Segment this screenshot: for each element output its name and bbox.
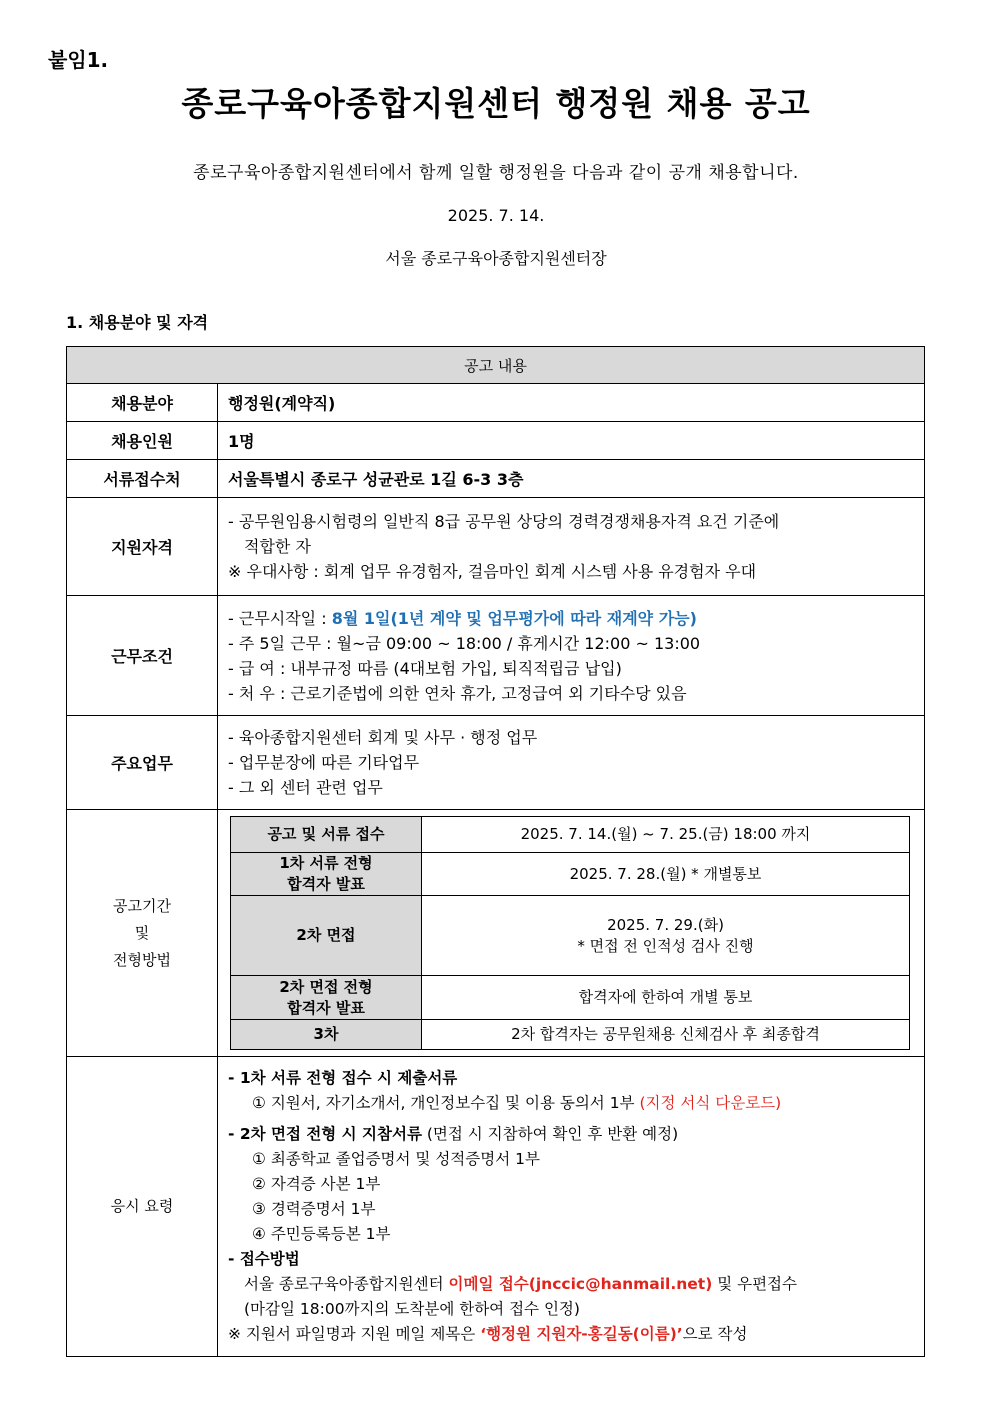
schedule-detail: 2025. 7. 28.(월) * 개별통보 [422, 853, 910, 896]
schedule-stage-line: 합격자 발표 [287, 875, 365, 893]
schedule-row [231, 817, 910, 853]
hours-line: - 주 5일 근무 : 월~금 09:00 ~ 18:00 / 휴게시간 12:00 ~ 13:00 [228, 633, 701, 653]
address-label: 서류접수처 [67, 460, 218, 498]
method-line [228, 1272, 914, 1297]
schedule-detail: 2025. 7. 14.(월) ~ 7. 25.(금) 18:00 까지 [422, 817, 910, 853]
recruitment-table [66, 346, 925, 1357]
schedule-row [231, 896, 910, 976]
table-row [67, 716, 925, 810]
email-link[interactable]: 이메일 접수(jnccic@hanmail.net) [448, 1275, 713, 1293]
doc2-title-line [228, 1122, 914, 1147]
download-link[interactable]: (지정 서식 다운로드) [639, 1094, 782, 1112]
duty-item: - 그 외 센터 관련 업무 [228, 778, 383, 797]
field-value: 행정원(계약직) [218, 384, 925, 422]
schedule-stage-line: 2차 면접 전형 [279, 977, 373, 996]
qualification-label: 지원자격 [67, 498, 218, 596]
schedule-detail-line: 2025. 7. 29.(화) [607, 915, 724, 934]
doc2-title: - 2차 면접 전형 시 지참서류 [228, 1125, 422, 1143]
table-header: 공고 내용 [67, 347, 925, 384]
table-row [67, 596, 925, 716]
application-label: 응시 요령 [67, 1057, 218, 1357]
method-deadline: (마감일 18:00까지의 도착분에 한하여 접수 인정) [244, 1300, 580, 1318]
schedule-stage-line: 합격자 발표 [287, 998, 365, 1017]
application-content [218, 1057, 925, 1357]
schedule-stage: 3차 [231, 1020, 422, 1050]
count-value: 1명 [218, 422, 925, 460]
method-suffix: 및 우편접수 [712, 1275, 798, 1293]
intro-text: 종로구육아종합지원센터에서 함께 일할 행정원을 다음과 같이 공개 채용합니다. [193, 163, 799, 183]
table-row [67, 460, 925, 498]
filename-note [228, 1322, 914, 1347]
qualification-line-cont: 적합한 자 [244, 537, 311, 556]
schedule-label-line: 공고기간 [113, 896, 171, 915]
announcement-date: 2025. 7. 14. [447, 206, 545, 225]
table-row [67, 498, 925, 596]
qualification-content [218, 498, 925, 596]
doc1-item-text: ① 지원서, 자기소개서, 개인정보수집 및 이용 동의서 1부 [252, 1094, 640, 1112]
schedule-row [231, 853, 910, 896]
start-date-line [228, 606, 914, 631]
duty-item: - 업무분장에 따른 기타업무 [228, 753, 420, 772]
filename-suffix: 으로 작성 [682, 1325, 748, 1343]
address-value: 서울특별시 종로구 성균관로 1길 6-3 3층 [218, 460, 925, 498]
qualification-line: - 공무원임용시험령의 일반직 8급 공무원 상당의 경력경쟁채용자격 요건 기준에 [228, 512, 780, 531]
filename-prefix: ※ 지원서 파일명과 지원 메일 제목은 [228, 1325, 481, 1343]
doc1-title: - 1차 서류 전형 접수 시 제출서류 [228, 1069, 458, 1087]
section-title: 1. 채용분야 및 자격 [66, 313, 209, 332]
doc1-item [228, 1091, 914, 1116]
doc2-item: ① 최종학교 졸업증명서 및 성적증명서 1부 [252, 1150, 540, 1168]
filename-value: ‘행정원 지원자-홍길동(이름)’ [480, 1325, 683, 1343]
table-header-row [67, 347, 925, 384]
schedule-label [67, 810, 218, 1057]
schedule-stage [231, 853, 422, 896]
table-row [67, 384, 925, 422]
field-label: 채용분야 [67, 384, 218, 422]
schedule-detail-line: * 면접 전 인적성 검사 진행 [577, 936, 754, 955]
schedule-detail: 2차 합격자는 공무원채용 신체검사 후 최종합격 [422, 1020, 910, 1050]
doc2-item: ② 자격증 사본 1부 [252, 1175, 381, 1193]
schedule-label-line: 및 [134, 923, 150, 942]
benefit-line: - 처 우 : 근로기준법에 의한 연차 휴가, 고정급여 외 기타수당 있음 [228, 683, 687, 703]
conditions-label: 근무조건 [67, 596, 218, 716]
schedule-content [218, 810, 925, 1057]
count-label: 채용인원 [67, 422, 218, 460]
signer: 서울 종로구육아종합지원센터장 [385, 249, 607, 268]
conditions-content [218, 596, 925, 716]
duties-content [218, 716, 925, 810]
schedule-row [231, 1020, 910, 1050]
doc2-item: ④ 주민등록등본 1부 [252, 1225, 391, 1243]
schedule-table [230, 816, 910, 1050]
pay-line: - 급 여 : 내부규정 따름 (4대보험 가입, 퇴직적립금 납입) [228, 658, 622, 678]
duty-item: - 육아종합지원센터 회계 및 사무 · 행정 업무 [228, 728, 538, 747]
method-prefix: 서울 종로구육아종합지원센터 [244, 1275, 449, 1293]
start-date-value: 8월 1일(1년 계약 및 업무평가에 따라 재계약 가능) [331, 608, 697, 628]
table-row [67, 810, 925, 1057]
method-title: - 접수방법 [228, 1250, 300, 1268]
duties-label: 주요업무 [67, 716, 218, 810]
schedule-row [231, 976, 910, 1020]
page-title: 종로구육아종합지원센터 행정원 채용 공고 [181, 84, 811, 123]
schedule-stage: 2차 면접 [231, 896, 422, 976]
schedule-stage: 공고 및 서류 접수 [231, 817, 422, 853]
schedule-detail [422, 896, 910, 976]
start-date-prefix: - 근무시작일 : [228, 608, 332, 628]
attachment-label: 붙임1. [48, 48, 109, 72]
table-row [67, 422, 925, 460]
schedule-detail: 합격자에 한하여 개별 통보 [422, 976, 910, 1020]
doc2-note: (면접 시 지참하여 확인 후 반환 예정) [421, 1125, 679, 1143]
preference-note: ※ 우대사항 : 회계 업무 유경험자, 걸음마인 회계 시스템 사용 유경험자 우대 [228, 562, 757, 581]
doc2-item: ③ 경력증명서 1부 [252, 1200, 376, 1218]
table-row [67, 1057, 925, 1357]
schedule-label-line: 전형방법 [113, 950, 171, 969]
schedule-stage [231, 976, 422, 1020]
schedule-stage-line: 1차 서류 전형 [279, 854, 373, 872]
